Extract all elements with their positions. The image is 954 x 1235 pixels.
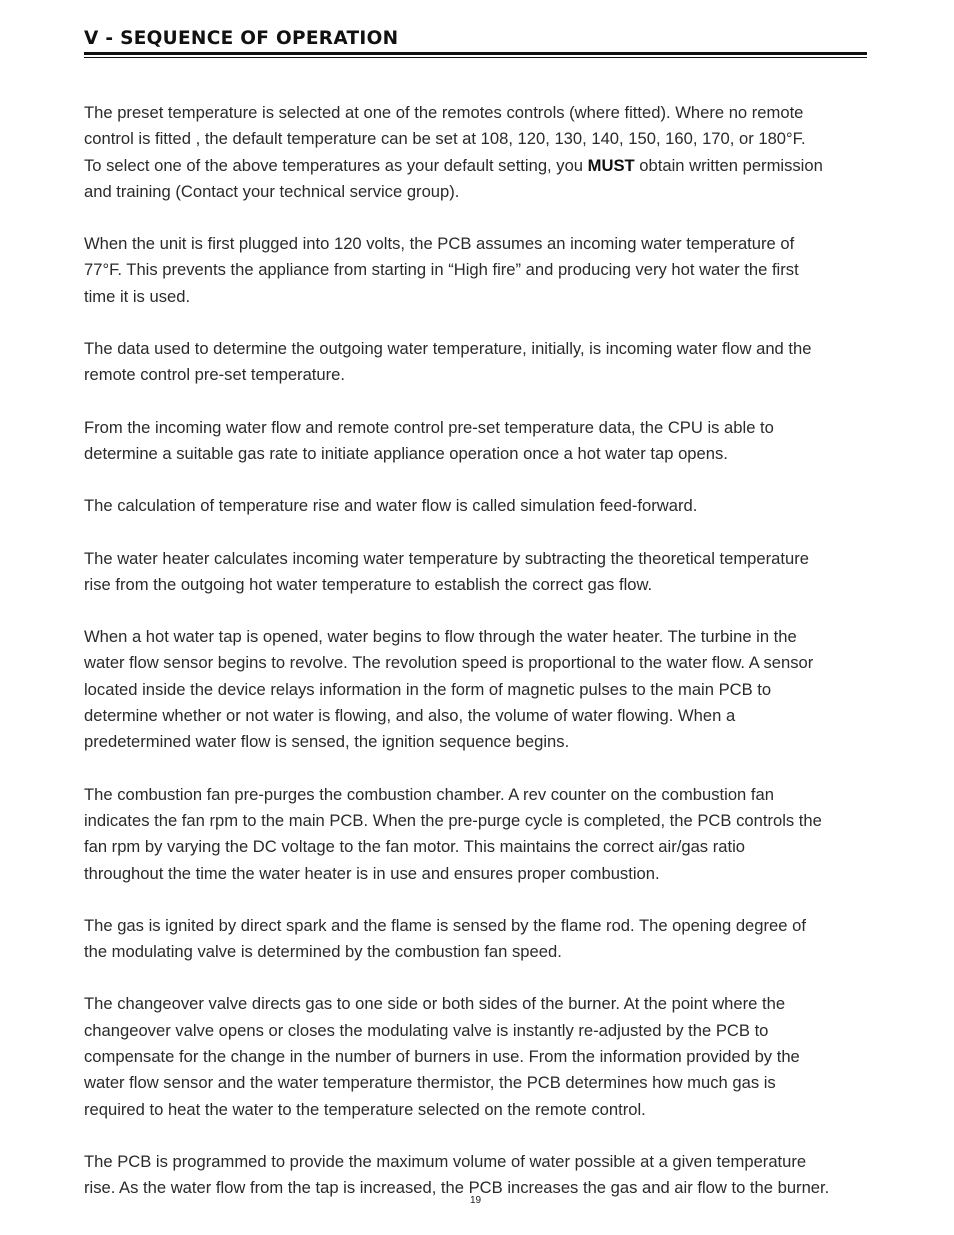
text-line: rise from the outgoing hot water temperature to establish the correct gas flow. [84, 574, 653, 594]
text-line: determine a suitable gas rate to initiate appliance operation once a hot water tap opens. [84, 443, 728, 463]
paragraph [84, 1149, 867, 1202]
text-line: compensate for the change in the number of burners in use. From the information provided by the [84, 1047, 800, 1067]
paragraph [84, 546, 867, 599]
paragraph [84, 913, 867, 966]
text-line: throughout the time the water heater is in use and ensures proper combustion. [84, 863, 660, 883]
text-line [84, 153, 867, 179]
paragraph [84, 415, 867, 468]
text-line: When the unit is first plugged into 120 volts, the PCB assumes an incoming water temperature of [84, 234, 795, 254]
text-line: fan rpm by varying the DC voltage to the fan motor. This maintains the correct air/gas ratio [84, 837, 745, 857]
text-line: rise. As the water flow from the tap is increased, the PCB increases the gas and air flow to the burner. [84, 1178, 830, 1198]
text-line: control is fitted , the default temperature can be set at 108, 120, 130, 140, 150, 160, 170, or 180°F. [84, 129, 806, 149]
text-line: The calculation of temperature rise and water flow is called simulation feed-forward. [84, 496, 698, 516]
paragraph [84, 100, 867, 205]
body-text [84, 100, 867, 1228]
text-line: indicates the fan rpm to the main PCB. When the pre-purge cycle is completed, the PCB controls the [84, 810, 822, 830]
paragraph [84, 991, 867, 1122]
text-line: water flow sensor begins to revolve. The revolution speed is proportional to the water flow. A sensor [84, 653, 814, 673]
title-rule [84, 52, 867, 58]
page-number: 19 [469, 1195, 482, 1206]
section-title: V - SEQUENCE OF OPERATION [84, 28, 399, 49]
text-line: The gas is ignited by direct spark and the flame is sensed by the flame rod. The opening degree of [84, 915, 806, 935]
text-line: The changeover valve directs gas to one side or both sides of the burner. At the point where the [84, 994, 786, 1014]
text-line: determine whether or not water is flowing, and also, the volume of water flowing. When a [84, 706, 736, 726]
text-line: The PCB is programmed to provide the maximum volume of water possible at a given temperature [84, 1151, 807, 1171]
text-line: located inside the device relays information in the form of magnetic pulses to the main PCB to [84, 679, 772, 699]
text-line: The data used to determine the outgoing water temperature, initially, is incoming water flow and the [84, 339, 812, 359]
paragraph [84, 336, 867, 389]
paragraph [84, 782, 867, 887]
text-line: 77°F. This prevents the appliance from starting in “High fire” and producing very hot water the first [84, 260, 799, 280]
text-line: time it is used. [84, 286, 191, 306]
text-line: predetermined water flow is sensed, the ignition sequence begins. [84, 732, 570, 752]
text-line: From the incoming water flow and remote control pre-set temperature data, the CPU is able to [84, 417, 774, 437]
text-line: When a hot water tap is opened, water begins to flow through the water heater. The turbine in the [84, 627, 797, 647]
text-line: water flow sensor and the water temperature thermistor, the PCB determines how much gas is [84, 1073, 776, 1093]
text-line: The water heater calculates incoming water temperature by subtracting the theoretical temperature [84, 548, 809, 568]
text-line: The combustion fan pre-purges the combustion chamber. A rev counter on the combustion fan [84, 784, 774, 804]
paragraph [84, 624, 867, 755]
text-line: the modulating valve is determined by the combustion fan speed. [84, 942, 562, 962]
text-run: obtain written permission [634, 155, 823, 175]
text-line: remote control pre-set temperature. [84, 365, 346, 385]
text-line: and training (Contact your technical service group). [84, 181, 460, 201]
text-line: The preset temperature is selected at one of the remotes controls (where fitted). Where no remote [84, 103, 804, 122]
document-page [84, 0, 867, 1235]
paragraph [84, 493, 867, 519]
text-line: changeover valve opens or closes the modulating valve is instantly re-adjusted by the PCB to [84, 1020, 769, 1040]
text-run: To select one of the above temperatures as your default setting, you [84, 155, 588, 175]
paragraph [84, 231, 867, 310]
text-line: required to heat the water to the temperature selected on the remote control. [84, 1099, 646, 1119]
emphasis-text: MUST [587, 155, 635, 175]
